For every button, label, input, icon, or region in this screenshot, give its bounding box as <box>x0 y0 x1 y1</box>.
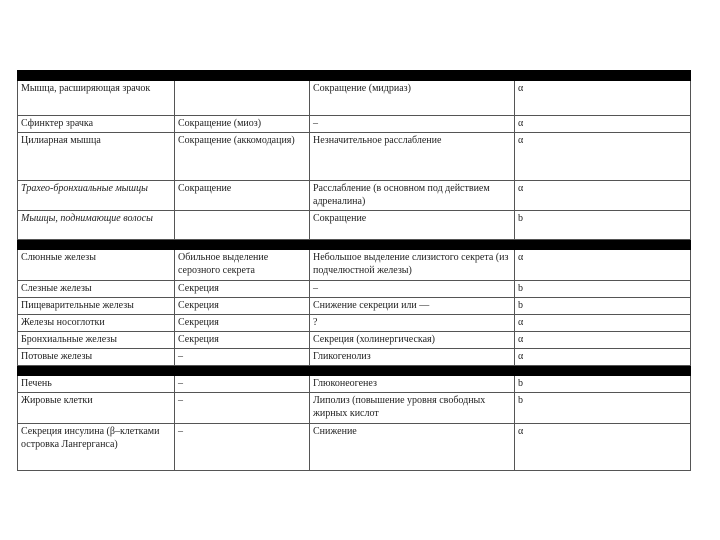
sympathetic-cell: Сокращение <box>310 211 515 240</box>
table-row <box>18 281 691 298</box>
table-row <box>18 250 691 281</box>
receptor-cell: α <box>515 133 691 181</box>
receptor-cell: α <box>515 181 691 211</box>
table-row <box>18 376 691 393</box>
section-header-cell <box>18 240 691 250</box>
sympathetic-cell: Гликогенолиз <box>310 349 515 366</box>
section-header-band <box>18 71 691 81</box>
table-row <box>18 298 691 315</box>
parasympathetic-cell: Секреция <box>175 332 310 349</box>
receptor-cell: α <box>515 424 691 471</box>
sympathetic-cell: – <box>310 281 515 298</box>
physiology-table-sheet <box>17 70 690 471</box>
sympathetic-cell: ? <box>310 315 515 332</box>
parasympathetic-cell: Сокращение (аккомодация) <box>175 133 310 181</box>
organ-cell: Трахео-бронхиальные мышцы <box>18 181 175 211</box>
organ-cell: Слезные железы <box>18 281 175 298</box>
table-row <box>18 349 691 366</box>
parasympathetic-cell: – <box>175 393 310 424</box>
receptor-cell: b <box>515 376 691 393</box>
receptor-cell: α <box>515 332 691 349</box>
autonomic-effects-table <box>17 70 691 471</box>
table-row <box>18 116 691 133</box>
organ-cell: Мышцы, поднимающие волосы <box>18 211 175 240</box>
receptor-cell: b <box>515 281 691 298</box>
organ-cell: Печень <box>18 376 175 393</box>
section-header-band <box>18 366 691 376</box>
organ-cell: Бронхиальные железы <box>18 332 175 349</box>
sympathetic-cell: Липолиз (повышение уровня свободных жирных кислот <box>310 393 515 424</box>
organ-cell: Слюнные железы <box>18 250 175 281</box>
organ-cell: Железы носоглотки <box>18 315 175 332</box>
parasympathetic-cell: – <box>175 376 310 393</box>
receptor-cell: α <box>515 250 691 281</box>
parasympathetic-cell <box>175 81 310 116</box>
sympathetic-cell: Снижение <box>310 424 515 471</box>
receptor-cell: b <box>515 211 691 240</box>
receptor-cell: α <box>515 315 691 332</box>
organ-cell: Пищеварительные железы <box>18 298 175 315</box>
table-row <box>18 81 691 116</box>
table-row <box>18 211 691 240</box>
parasympathetic-cell: Секреция <box>175 281 310 298</box>
sympathetic-cell: – <box>310 116 515 133</box>
sympathetic-cell: Незначительное расслабление <box>310 133 515 181</box>
table-row <box>18 332 691 349</box>
section-header-cell <box>18 71 691 81</box>
parasympathetic-cell: Секреция <box>175 315 310 332</box>
receptor-cell: b <box>515 298 691 315</box>
table-row <box>18 424 691 471</box>
parasympathetic-cell <box>175 211 310 240</box>
section-header-cell <box>18 366 691 376</box>
sympathetic-cell: Небольшое выделение слизистого секрета (из подчелюстной железы) <box>310 250 515 281</box>
parasympathetic-cell: Секреция <box>175 298 310 315</box>
organ-cell: Потовые железы <box>18 349 175 366</box>
sympathetic-cell: Снижение секреции или — <box>310 298 515 315</box>
organ-cell: Секреция инсулина (β–клетками островка Лангерганса) <box>18 424 175 471</box>
parasympathetic-cell: Сокращение (миоз) <box>175 116 310 133</box>
receptor-cell: α <box>515 349 691 366</box>
organ-cell: Сфинктер зрачка <box>18 116 175 133</box>
section-header-band <box>18 240 691 250</box>
parasympathetic-cell: Обильное выделение серозного секрета <box>175 250 310 281</box>
organ-cell: Мышца, расширяющая зрачок <box>18 81 175 116</box>
table-row <box>18 133 691 181</box>
table-row <box>18 181 691 211</box>
parasympathetic-cell: Сокращение <box>175 181 310 211</box>
receptor-cell: α <box>515 81 691 116</box>
table-row <box>18 393 691 424</box>
table-row <box>18 315 691 332</box>
parasympathetic-cell: – <box>175 424 310 471</box>
sympathetic-cell: Секреция (холинергическая) <box>310 332 515 349</box>
sympathetic-cell: Сокращение (мидриаз) <box>310 81 515 116</box>
parasympathetic-cell: – <box>175 349 310 366</box>
receptor-cell: b <box>515 393 691 424</box>
organ-cell: Жировые клетки <box>18 393 175 424</box>
sympathetic-cell: Глюконеогенез <box>310 376 515 393</box>
organ-cell: Цилиарная мышца <box>18 133 175 181</box>
sympathetic-cell: Расслабление (в основном под действием адреналина) <box>310 181 515 211</box>
receptor-cell: α <box>515 116 691 133</box>
